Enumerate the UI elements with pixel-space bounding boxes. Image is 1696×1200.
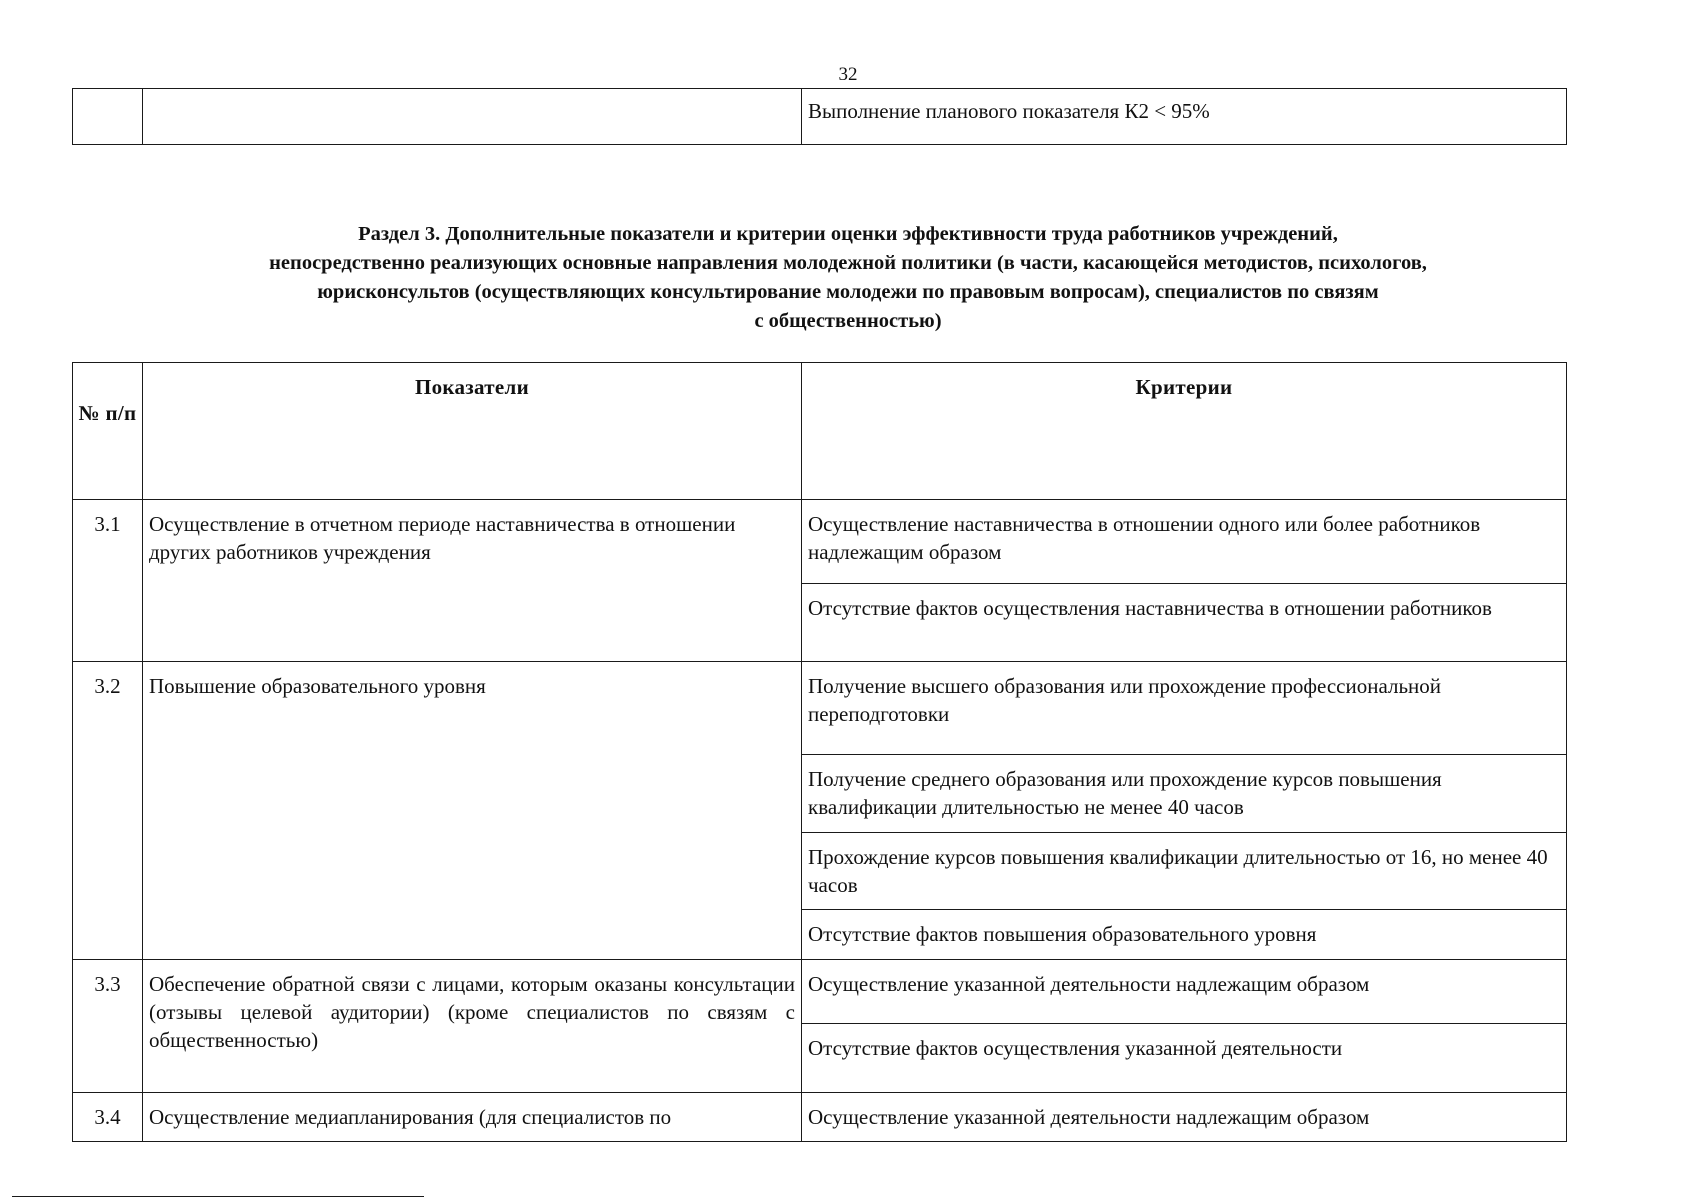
header-indicators: Показатели (143, 363, 802, 500)
section-heading-line: с общественностью) (754, 310, 942, 332)
criterion-cell: Прохождение курсов повышения квалификации длительностью от 16, но менее 40 часов (802, 833, 1567, 910)
number-cell (73, 89, 143, 145)
criterion-cell: Отсутствие фактов осуществления указанной деятельности (802, 1024, 1567, 1093)
indicator-cell (143, 89, 802, 145)
indicator-cell: Обеспечение обратной связи с лицами, которым оказаны консультации (отзывы целевой аудитории) (кроме специалистов по связям с общественностью) (143, 960, 802, 1093)
header-criteria: Критерии (802, 363, 1567, 500)
section-heading-line: непосредственно реализующих основные направления молодежной политики (в части, касающейся методистов, психологов, (269, 252, 1427, 274)
header-number: № п/п (73, 363, 143, 500)
row-number: 3.4 (73, 1093, 143, 1142)
section-heading-line: юрисконсультов (осуществляющих консультирование молодежи по правовым вопросам), специалистов по связям (317, 281, 1379, 303)
criterion-cell: Осуществление указанной деятельности надлежащим образом (802, 1093, 1567, 1142)
continuation-table (72, 88, 1567, 145)
section-heading-line: Раздел 3. Дополнительные показатели и критерии оценки эффективности труда работников учреждений, (358, 223, 1338, 245)
criterion-cell: Осуществление наставничества в отношении одного или более работников надлежащим образом (802, 500, 1567, 584)
criterion-cell: Выполнение планового показателя К2 < 95% (802, 89, 1567, 145)
criterion-cell: Получение среднего образования или прохождение курсов повышения квалификации длительностью не менее 40 часов (802, 755, 1567, 833)
indicator-cell: Осуществление в отчетном периоде наставничества в отношении других работников учреждения (143, 500, 802, 662)
section-heading (0, 220, 1696, 336)
criterion-cell: Отсутствие фактов повышения образовательного уровня (802, 910, 1567, 960)
table-row (73, 89, 1567, 145)
row-number: 3.3 (73, 960, 143, 1093)
criterion-cell: Отсутствие фактов осуществления наставничества в отношении работников (802, 584, 1567, 662)
row-number: 3.2 (73, 662, 143, 960)
table-row (73, 960, 1567, 1024)
criterion-cell: Получение высшего образования или прохождение профессиональной переподготовки (802, 662, 1567, 755)
indicator-cell: Повышение образовательного уровня (143, 662, 802, 960)
table-row (73, 500, 1567, 584)
criteria-table (72, 362, 1567, 1142)
table-header-row (73, 363, 1567, 500)
table-row (73, 1093, 1567, 1142)
criterion-cell: Осуществление указанной деятельности надлежащим образом (802, 960, 1567, 1024)
page-number: 32 (838, 64, 858, 85)
indicator-cell: Осуществление медиапланирования (для специалистов по (143, 1093, 802, 1142)
table-row (73, 662, 1567, 755)
footnote-divider (12, 1196, 424, 1197)
row-number: 3.1 (73, 500, 143, 662)
